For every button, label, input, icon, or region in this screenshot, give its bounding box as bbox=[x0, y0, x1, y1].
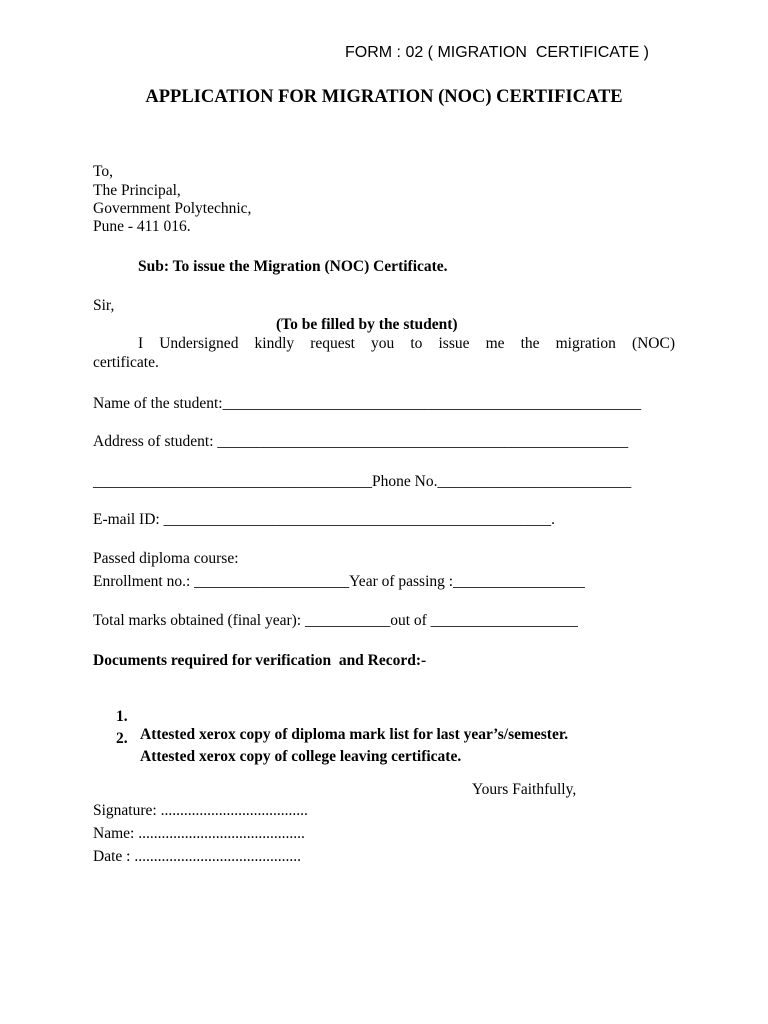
student-address-field[interactable]: Address of student: _____________________________________________________ bbox=[93, 433, 629, 450]
list-item bbox=[93, 690, 569, 743]
page-title: APPLICATION FOR MIGRATION (NOC) CERTIFICATE bbox=[145, 87, 623, 107]
salutation: Sir, bbox=[93, 297, 115, 314]
subject-line: Sub: To issue the Migration (NOC) Certificate. bbox=[138, 258, 448, 275]
marks-field[interactable]: Total marks obtained (final year): ___________out of ___________________ bbox=[93, 612, 578, 629]
enrollment-year-field[interactable]: Enrollment no.: ____________________Year of passing :_________________ bbox=[93, 573, 585, 590]
documents-list bbox=[93, 690, 569, 765]
student-name-field[interactable]: Name of the student:______________________________________________________ bbox=[93, 395, 642, 412]
email-field[interactable]: E-mail ID: __________________________________________________. bbox=[93, 511, 555, 528]
request-line-2: certificate. bbox=[93, 354, 159, 371]
fill-instruction: (To be filled by the student) bbox=[276, 316, 458, 333]
list-item-number: 2. bbox=[116, 730, 128, 747]
address-phone-field[interactable]: ____________________________________Phone No._________________________ bbox=[93, 473, 632, 490]
list-item-text: Attested xerox copy of diploma mark list for last year’s/semester. bbox=[140, 726, 569, 743]
signature-field[interactable]: Signature: ...................................... bbox=[93, 802, 308, 819]
date-field[interactable]: Date : ........................................... bbox=[93, 848, 301, 865]
documents-heading: Documents required for verification and Record:- bbox=[93, 652, 427, 669]
list-item-text: Attested xerox copy of college leaving certificate. bbox=[140, 748, 462, 765]
address-line-3: Pune - 411 016. bbox=[93, 218, 191, 235]
passed-course-label: Passed diploma course: bbox=[93, 550, 239, 567]
list-item-number: 1. bbox=[116, 708, 128, 725]
request-line-1: I Undersigned kindly request you to issue me the migration (NOC) bbox=[138, 335, 675, 352]
address-line-1: The Principal, bbox=[93, 182, 181, 199]
address-to: To, bbox=[93, 163, 114, 180]
closing-line: Yours Faithfully, bbox=[472, 781, 577, 798]
name-field[interactable]: Name: ........................................... bbox=[93, 825, 305, 842]
form-number-label: FORM : 02 ( MIGRATION CERTIFICATE ) bbox=[345, 44, 650, 61]
address-line-2: Government Polytechnic, bbox=[93, 200, 252, 217]
